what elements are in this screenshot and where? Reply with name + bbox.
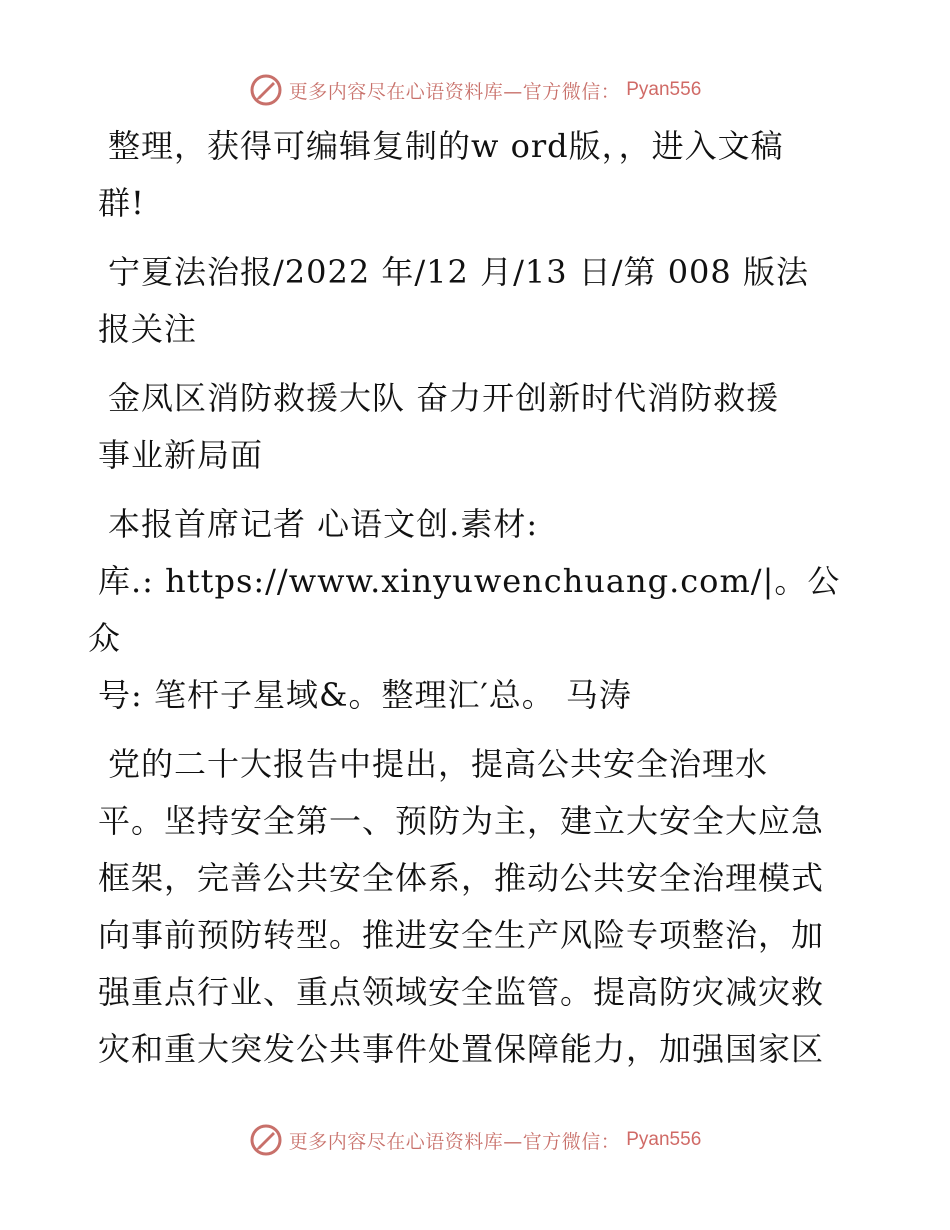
text-line: 党的二十大报告中提出，提高公共安全治理水 — [108, 745, 769, 783]
text-line: 库.: https://www.xinyuwenchuang.com/|。公众 — [88, 562, 841, 657]
footer-watermark — [0, 1120, 950, 1160]
text-line: 宁夏法治报/2022 年/12 月/13 日/第 008 版法 — [108, 253, 809, 291]
header-watermark — [0, 70, 950, 110]
text-line: 向事前预防转型。推进安全生产风险专项整治，加 — [98, 916, 825, 954]
text-line: 本报首席记者 心语文创.素材: — [108, 505, 539, 543]
text-line: 金凤区消防救援大队 奋力开创新时代消防救援 — [108, 379, 780, 417]
text-line: 框架，完善公共安全体系，推动公共安全治理模式 — [98, 859, 825, 897]
text-line: 整理，获得可编辑复制的w ord版，，进入文稿 — [108, 127, 784, 165]
paragraph-body — [98, 736, 850, 1078]
paragraph-intro — [98, 118, 850, 232]
quill-logo-icon — [249, 73, 283, 107]
watermark-handle: Pyan556 — [626, 1129, 702, 1150]
watermark-text: 更多内容尽在心语资料库—官方微信： — [288, 80, 621, 103]
text-line: 事业新局面 — [98, 436, 264, 474]
text-line: 灾和重大突发公共事件处置保障能力，加强国家区 — [98, 1030, 825, 1068]
paragraph-byline — [88, 496, 850, 724]
text-line: 报关注 — [98, 310, 198, 348]
text-line: 号: 笔杆子星域&。整理汇′总。 马涛 — [98, 676, 632, 714]
paragraph-source — [98, 244, 850, 358]
text-line: 强重点行业、重点领域安全监管。提高防灾减灾救 — [98, 973, 825, 1011]
paragraph-headline — [98, 370, 850, 484]
text-line: 平。坚持安全第一、预防为主，建立大安全大应急 — [98, 802, 825, 840]
watermark-handle: Pyan556 — [626, 79, 702, 100]
quill-logo-icon — [249, 1123, 283, 1157]
document-body — [88, 118, 850, 1090]
watermark-text: 更多内容尽在心语资料库—官方微信： — [288, 1130, 621, 1153]
text-line: 群! — [98, 184, 145, 222]
